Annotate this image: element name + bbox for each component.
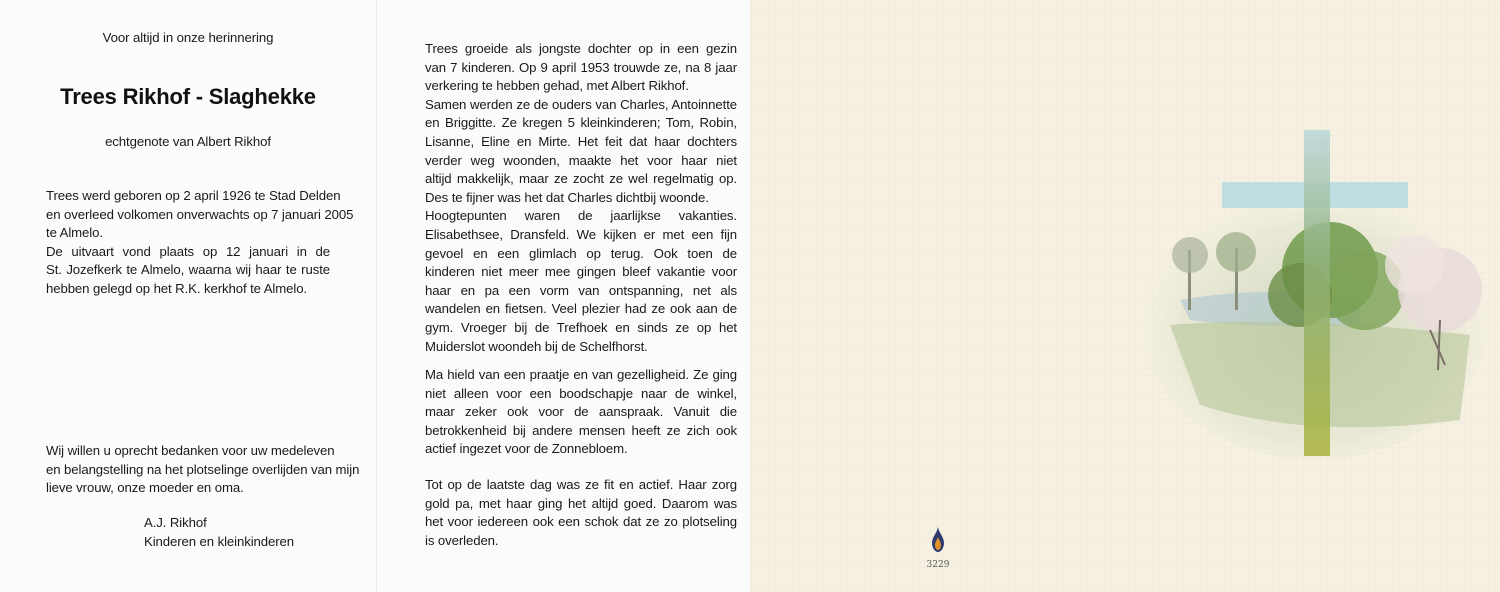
text-line: Elisabethsee, Dransfeld. We kijken er met een fijn — [425, 226, 737, 242]
text-line: lieve vrouw, onze moeder en oma. — [46, 480, 244, 496]
text-line: haar en pa een vorm van ontspanning, net als — [425, 282, 737, 298]
signature — [144, 514, 344, 551]
text-line: niet alleen voor een boodschapje naar de winkel, — [425, 385, 737, 401]
text-line: maar zeker ook voor de aanspraak. Vanuit die — [425, 404, 737, 420]
life-paragraph — [46, 187, 354, 299]
biography-paragraph-3 — [425, 476, 737, 550]
text-line: en Briggitte. Ze kregen 5 kleinkinderen; Tom, Robin, — [425, 115, 737, 131]
spouse-line: echtgenote van Albert Rikhof — [105, 134, 271, 149]
text-line: Des te fijner was het dat Charles dichtbij woonde. — [425, 189, 709, 205]
text-line: gevoel en een glimlach op terug. Ook toen de — [425, 245, 737, 261]
text-line: altijd makkelijk, maar ze zocht ze wel regelmatig op. — [425, 171, 737, 187]
text-line: Trees groeide als jongste dochter op in een gezin — [425, 41, 737, 56]
text-line: verder weg woonden, maakte het voor haar niet — [425, 152, 737, 168]
thanks-paragraph — [46, 442, 360, 498]
card-code: 3229 — [926, 560, 950, 570]
text-line: het voor iedereen ook een schok dat ze zo plotseling — [425, 514, 737, 530]
text-line: actief ingezet voor de Zonnebloem. — [425, 441, 628, 457]
text-line: Ma hield van een praatje en van gezelligheid. Ze ging — [425, 367, 737, 382]
text-line: Lisanne, Eline en Mirte. Het feit dat haar dochters — [425, 133, 737, 149]
text-line: hebben gelegd op het R.K. kerkhof te Almelo. — [46, 280, 307, 296]
text-line: Hoogtepunten waren de jaarlijkse vakanties. — [425, 208, 737, 224]
text-line: te Almelo. — [46, 225, 103, 241]
text-line: St. Jozefkerk te Almelo, waarna wij haar te ruste — [46, 262, 330, 278]
text-line: Samen werden ze de ouders van Charles, Antoinnette — [425, 96, 737, 112]
text-line: betrokkenheid bij andere mensen heeft ze zich ook — [425, 422, 737, 438]
flame-logo-icon — [926, 525, 950, 555]
biography-paragraph-2 — [425, 366, 737, 459]
text-line: Tot op de laatste dag was ze fit en actief. Haar zorg — [425, 477, 737, 492]
text-line: en belangstelling na het plotselinge overlijden van mijn — [46, 461, 360, 477]
text-line: Trees werd geboren op 2 april 1926 te Stad Delden — [46, 188, 341, 203]
signature-name: A.J. Rikhof — [144, 515, 207, 530]
text-line: gym. Vroeger bij de Trefhoek en sinds ze op het — [425, 319, 737, 335]
text-line: is overleden. — [425, 532, 499, 548]
deceased-name: Trees Rikhof - Slaghekke — [60, 84, 316, 109]
text-line: wandelen en fietsen. Veel plezier had ze ook aan de — [425, 301, 737, 317]
biography-paragraph-1 — [425, 40, 737, 356]
text-line: verkering te hebben gehad, met Albert Rikhof. — [425, 78, 689, 94]
text-line: en overleed volkomen onverwachts op 7 januari 2005 — [46, 206, 354, 222]
text-line: Wij willen u oprecht bedanken voor uw medeleven — [46, 443, 335, 458]
text-line: van 7 kinderen. Op 9 april 1953 trouwde ze, na 8 jaar — [425, 59, 737, 75]
text-line: Muiderslot woondeh bij de Schelfhorst. — [425, 338, 648, 354]
text-line: De uitvaart vond plaats op 12 januari in de — [46, 243, 330, 259]
text-line: kinderen niet meer mee gingen bleef vakantie voor — [425, 264, 737, 280]
cross-landscape-illustration — [1140, 120, 1490, 510]
text-line: gold pa, met haar ging het altijd goed. Daarom was — [425, 495, 737, 511]
signature-family: Kinderen en kleinkinderen — [144, 533, 294, 549]
opening-line: Voor altijd in onze herinnering — [102, 30, 274, 45]
